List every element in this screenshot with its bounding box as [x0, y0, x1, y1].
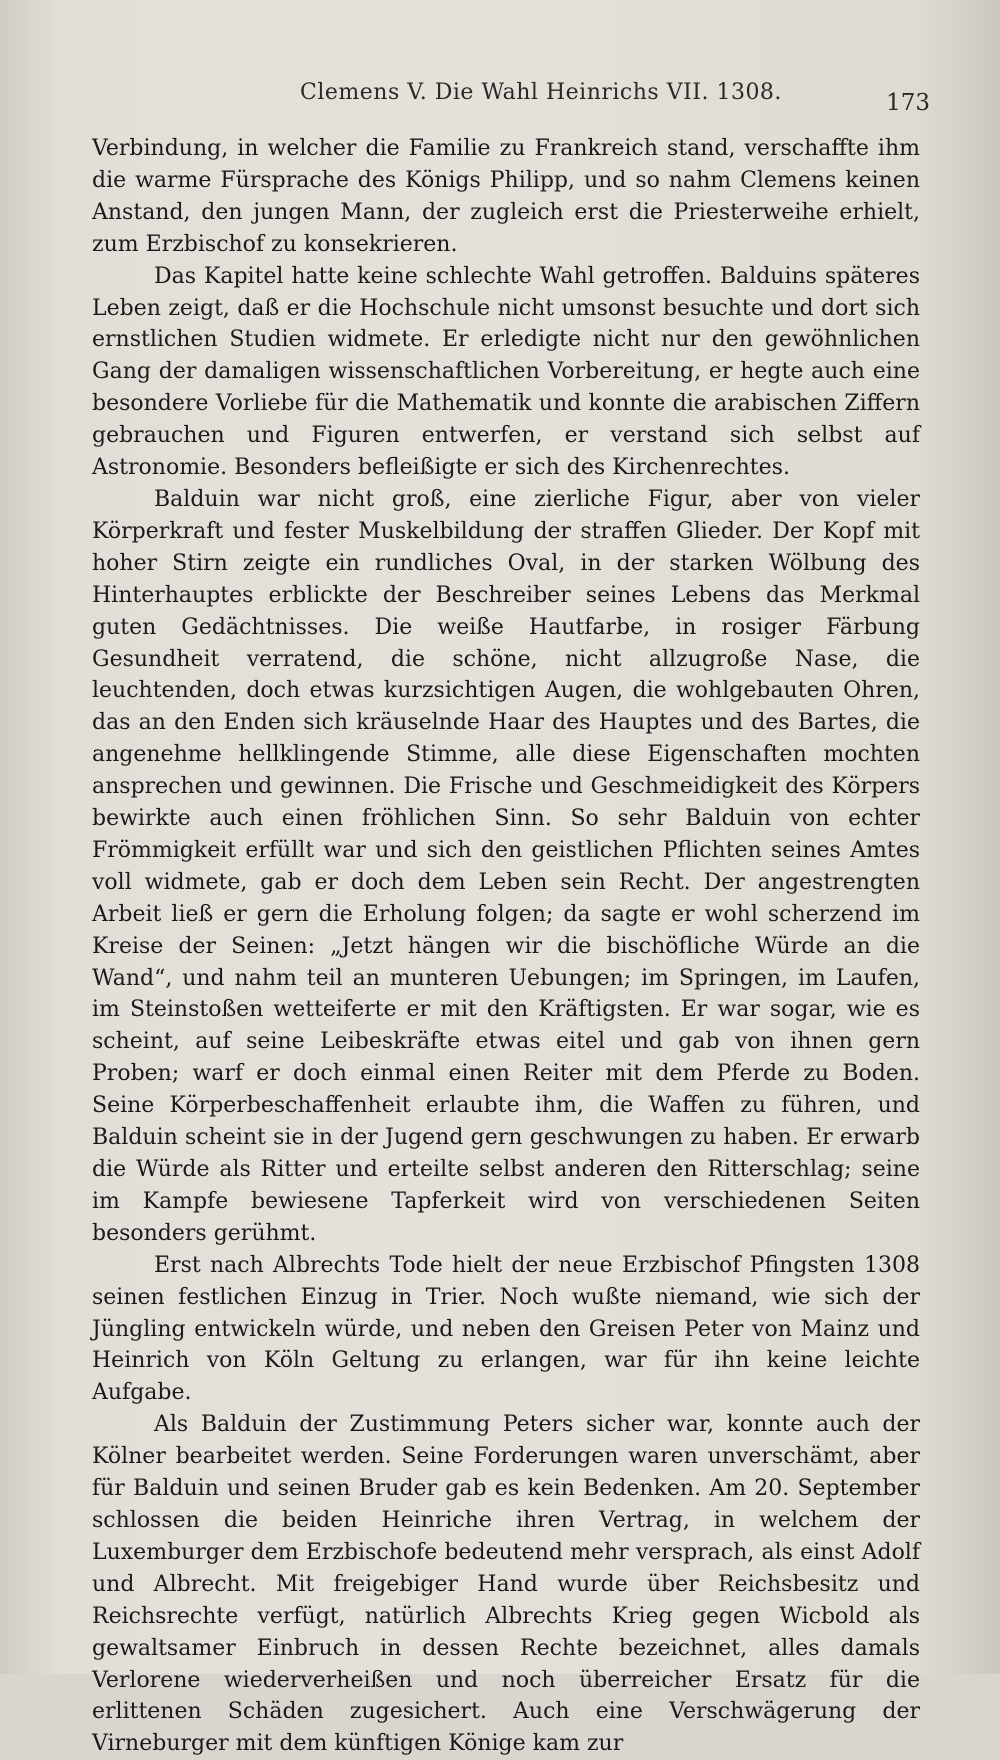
- running-header: Clemens V. Die Wahl Heinrichs VII. 1308.: [300, 80, 782, 105]
- paragraph-4: Erst nach Albrechts Tode hielt der neue Erzbischof Pfingsten 1308 seinen festlichen Einzug in Trier. Noch wußte niemand, wie sich der Jüngling entwickeln würde, und neben den Greisen Peter von Mainz und Heinrich von Köln Geltung zu erlangen, war für ihn keine leichte Aufgabe.: [92, 1252, 920, 1406]
- paragraph-5: Als Balduin der Zustimmung Peters sicher war, konnte auch der Kölner bearbeitet werden. Seine Forderungen waren unverschämt, aber für Balduin und seinen Bruder gab es kein Bedenken. Am 20. September schlossen die beiden Heinriche ihren Vertrag, in welchem der Luxemburger dem Erzbischofe bedeutend mehr versprach, als einst Adolf und Albrecht. Mit freigebiger Hand wurde über Reichsbesitz und Reichsrechte verfügt, natürlich Albrechts Krieg gegen Wicbold als gewaltsamer Einbruch in dessen Rechte bezeichnet, alles damals Verlorene wiederverheißen und noch überreicher Ersatz für die erlittenen Schäden zugesichert. Auch eine Verschwägerung der Virneburger mit dem künftigen Könige kam zur: [92, 1412, 920, 1757]
- page-number: 173: [886, 90, 930, 116]
- paragraph-2: Das Kapitel hatte keine schlechte Wahl getroffen. Balduins späteres Leben zeigt, daß er die Hochschule nicht umsonst besuchte und dort sich ernstlichen Studien widmete. Er erledigte nicht nur den gewöhnlichen Gang der damaligen wissenschaftlichen Vorbereitung, er hegte auch eine besondere Vorliebe für die Mathematik und konnte die arabischen Ziffern gebrauchen und Figuren entwerfen, er verstand sich selbst auf Astronomie. Besonders befleißigte er sich des Kirchenrechtes.: [92, 263, 920, 481]
- paragraph-1: Verbindung, in welcher die Familie zu Frankreich stand, verschaffte ihm die warme Fürsprache des Königs Philipp, und so nahm Clemens keinen Anstand, den jungen Mann, der zugleich erst die Priesterweihe erhielt, zum Erzbischof zu konsekrieren.: [92, 136, 920, 257]
- body-text: [92, 133, 920, 1760]
- paragraph-3: Balduin war nicht groß, eine zierliche Figur, aber von vieler Körperkraft und fester Muskelbildung der straffen Glieder. Der Kopf mit hoher Stirn zeigte ein rundliches Oval, in der starken Wölbung des Hinterhauptes erblickte der Beschreiber seines Lebens das Merkmal guten Gedächtnisses. Die weiße Hautfarbe, in rosiger Färbung Gesundheit verratend, die schöne, nicht allzugroße Nase, die leuchtenden, doch etwas kurzsichtigen Augen, die wohlgebauten Ohren, das an den Enden sich kräuselnde Haar des Hauptes und des Bartes, die angenehme hellklingende Stimme, alle diese Eigenschaften mochten ansprechen und gewinnen. Die Frische und Geschmeidigkeit des Körpers bewirkte auch einen fröhlichen Sinn. So sehr Balduin von echter Frömmigkeit erfüllt war und sich den geistlichen Pflichten seines Amtes voll widmete, gab er doch dem Leben sein Recht. Der angestrengten Arbeit ließ er gern die Erholung folgen; da sagte er wohl scherzend im Kreise der Seinen: „Jetzt hängen wir die bischöfliche Würde an die Wand“, und nahm teil an munteren Uebungen; im Springen, im Laufen, im Steinstoßen wetteiferte er mit den Kräftigsten. Er war sogar, wie es scheint, auf seine Leibeskräfte etwas eitel und gab von ihnen gern Proben; warf er doch einmal einen Reiter mit dem Pferde zu Boden. Seine Körperbeschaffenheit erlaubte ihm, die Waffen zu führen, und Balduin scheint sie in der Jugend gern geschwungen zu haben. Er erwarb die Würde als Ritter und erteilte selbst anderen den Ritterschlag; seine im Kampfe bewiesene Tapferkeit wird von verschiedenen Seiten besonders gerühmt.: [92, 486, 920, 1246]
